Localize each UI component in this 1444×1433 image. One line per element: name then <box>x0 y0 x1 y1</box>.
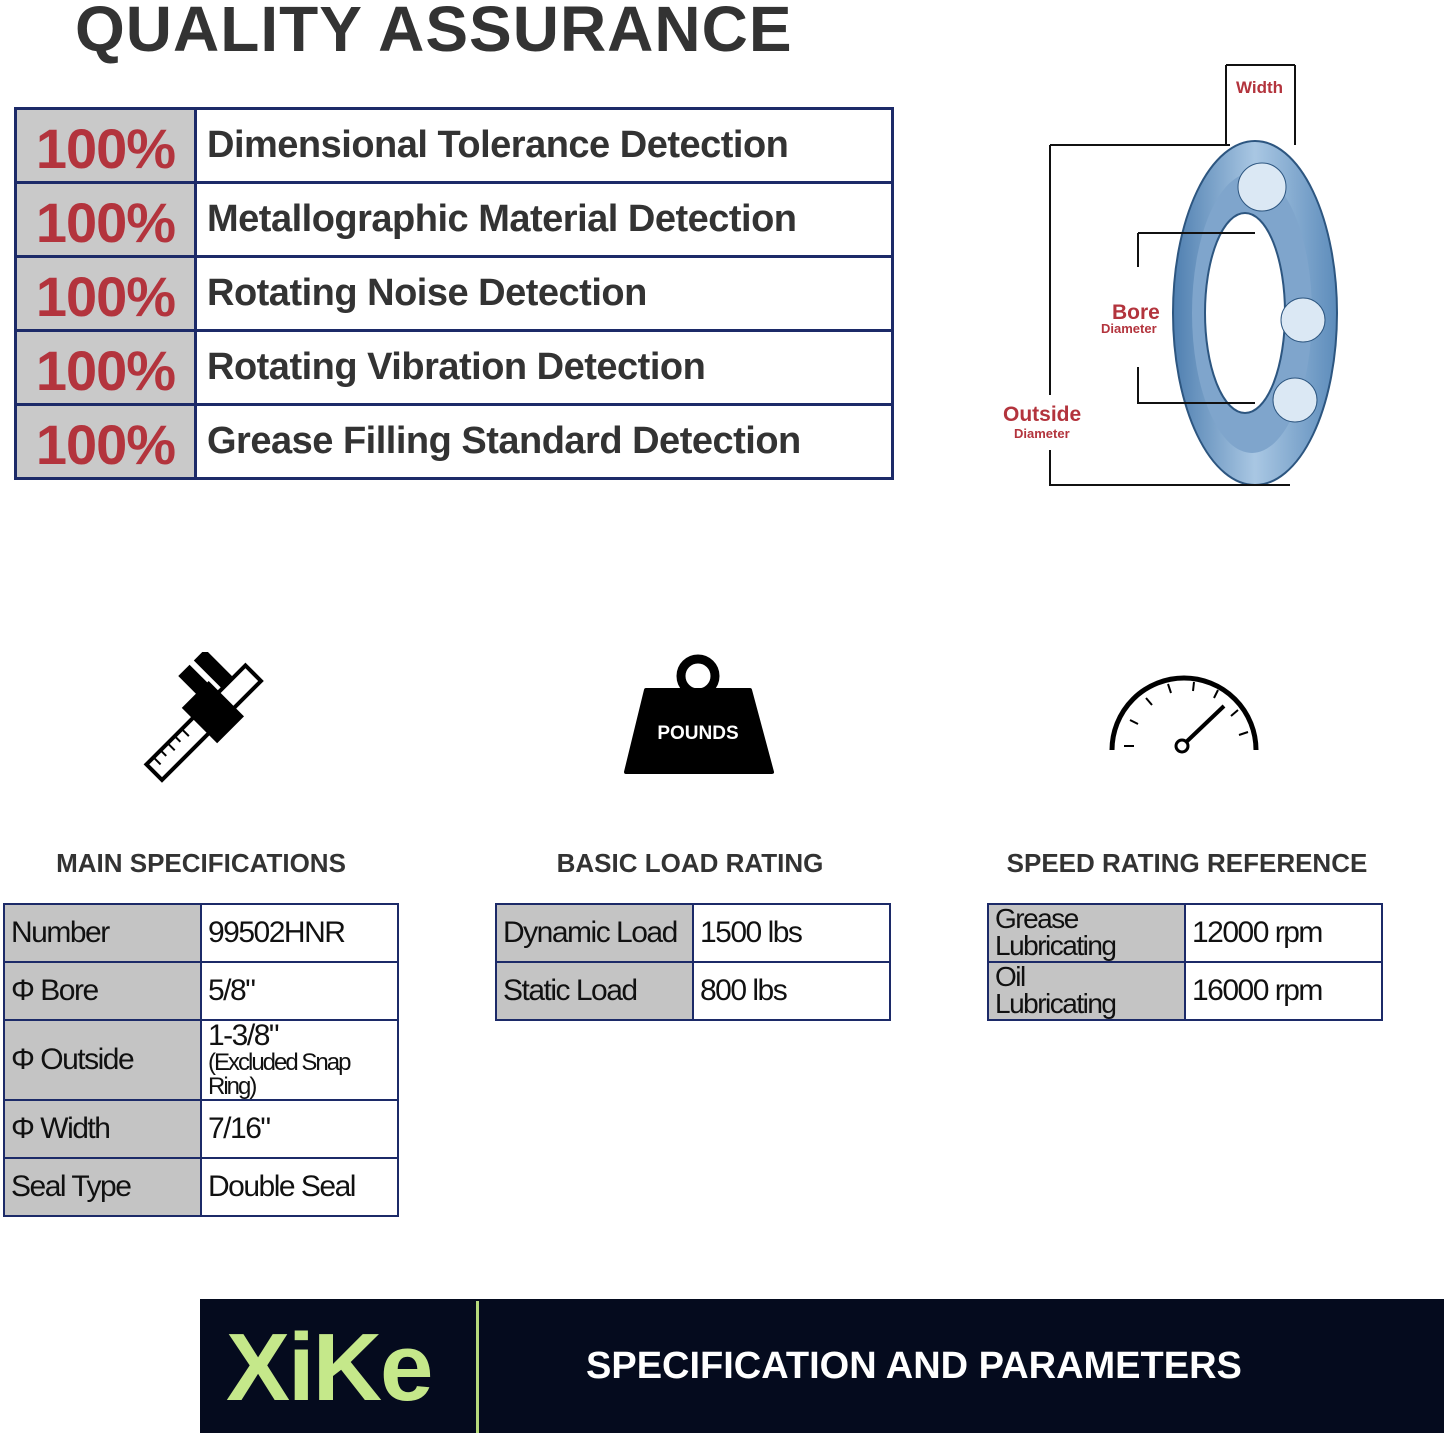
banner-title: SPECIFICATION AND PARAMETERS <box>586 1345 1242 1387</box>
spec-key: Grease Lubricating <box>988 904 1185 962</box>
spec-key: Dynamic Load <box>496 904 693 962</box>
percent: 100% <box>16 109 196 183</box>
check-label: Metallographic Material Detection <box>196 183 893 257</box>
spec-value: Double Seal <box>201 1158 398 1216</box>
brand-logo: XiKe <box>226 1314 432 1421</box>
table-row <box>4 962 398 1020</box>
main-specs-table <box>3 903 399 1217</box>
spec-key: Static Load <box>496 962 693 1020</box>
percent: 100% <box>16 331 196 405</box>
speedometer-icon <box>1106 670 1262 770</box>
outside-sub-label: Diameter <box>1014 426 1070 441</box>
quality-checks-table <box>14 107 894 480</box>
bore-label: Bore <box>1112 301 1160 324</box>
table-row <box>4 1158 398 1216</box>
weight-icon <box>622 652 778 778</box>
width-label: Width <box>1236 78 1284 97</box>
spec-value <box>201 1020 398 1100</box>
brand-banner <box>200 1299 1444 1433</box>
spec-key: Φ Outside <box>4 1020 201 1100</box>
table-row <box>16 109 893 183</box>
spec-value-text: 1-3/8" <box>208 1019 279 1052</box>
banner-divider <box>476 1301 479 1433</box>
spec-note: (Excluded Snap Ring) <box>208 1049 350 1100</box>
spec-key: Number <box>4 904 201 962</box>
percent: 100% <box>16 183 196 257</box>
spec-value: 16000 rpm <box>1185 962 1382 1020</box>
speed-rating-table <box>987 903 1383 1021</box>
table-row <box>988 962 1382 1020</box>
spec-value: 5/8" <box>201 962 398 1020</box>
percent: 100% <box>16 257 196 331</box>
table-row <box>16 257 893 331</box>
percent: 100% <box>16 405 196 479</box>
table-row <box>496 962 890 1020</box>
table-row <box>4 1020 398 1100</box>
load-rating-table <box>495 903 891 1021</box>
main-specs-heading: MAIN SPECIFICATIONS <box>56 848 346 878</box>
table-row <box>16 183 893 257</box>
check-label: Rotating Vibration Detection <box>196 331 893 405</box>
table-row <box>988 904 1382 962</box>
spec-key: Φ Bore <box>4 962 201 1020</box>
bore-sub-label: Diameter <box>1101 321 1157 336</box>
table-row <box>4 1100 398 1158</box>
page-title: QUALITY ASSURANCE <box>75 0 793 65</box>
check-label: Rotating Noise Detection <box>196 257 893 331</box>
spec-key: Φ Width <box>4 1100 201 1158</box>
bearing-diagram <box>990 55 1410 495</box>
check-label: Dimensional Tolerance Detection <box>196 109 893 183</box>
table-row <box>16 331 893 405</box>
weight-label: POUNDS <box>657 723 739 744</box>
table-row <box>4 904 398 962</box>
spec-value: 12000 rpm <box>1185 904 1382 962</box>
table-row <box>496 904 890 962</box>
spec-value: 99502HNR <box>201 904 398 962</box>
spec-key: Oil Lubricating <box>988 962 1185 1020</box>
table-row <box>16 405 893 479</box>
check-label: Grease Filling Standard Detection <box>196 405 893 479</box>
speed-rating-heading: SPEED RATING REFERENCE <box>1006 848 1368 878</box>
spec-value: 7/16" <box>201 1100 398 1158</box>
spec-value: 1500 lbs <box>693 904 890 962</box>
load-rating-heading: BASIC LOAD RATING <box>556 848 824 878</box>
outside-label: Outside <box>1003 403 1082 426</box>
caliper-icon <box>128 652 278 792</box>
spec-key: Seal Type <box>4 1158 201 1216</box>
spec-value: 800 lbs <box>693 962 890 1020</box>
